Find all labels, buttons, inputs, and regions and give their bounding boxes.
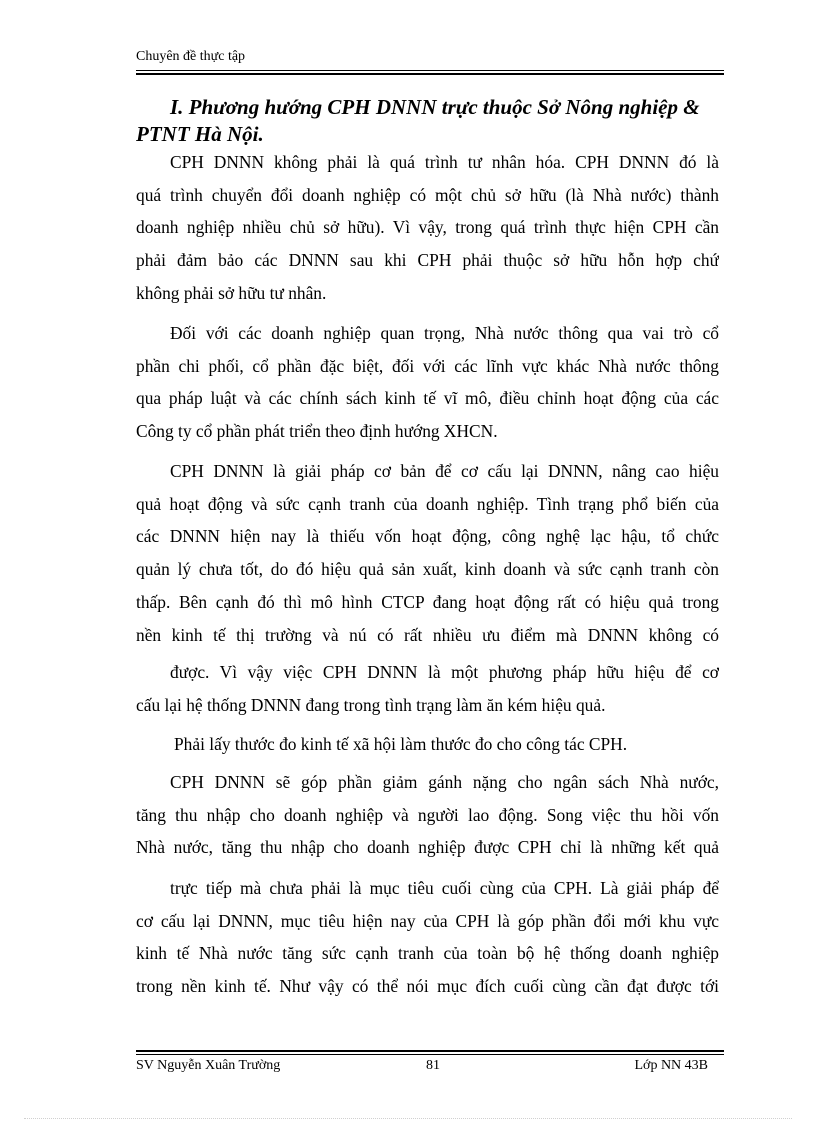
text-line: Nhà nước, tăng thu nhập cho doanh nghiệp được CPH chỉ là những kết quả — [136, 837, 719, 858]
text-line: phần chi phối, cổ phần đặc biệt, đối với các lĩnh vực khác Nhà nước thông — [136, 355, 719, 376]
text-line: cấu lại hệ thống DNNN đang trong tình trạng làm ăn kém hiệu quả. — [136, 694, 606, 715]
text-line: quả hoạt động và sức cạnh tranh của doanh nghiệp. Tình trạng phổ biến của — [136, 493, 719, 514]
paragraph-2 — [136, 317, 719, 448]
text-line: Công ty cổ phần phát triển theo định hướng XHCN. — [136, 421, 498, 442]
text-line: Đối với các doanh nghiệp quan trọng, Nhà nước thông qua vai trò cổ — [170, 323, 719, 343]
page-bottom-border — [24, 1118, 792, 1119]
text-line: CPH DNNN sẽ góp phần giảm gánh nặng cho ngân sách Nhà nước, — [170, 772, 719, 792]
text-line: trực tiếp mà chưa phải là mục tiêu cuối cùng của CPH. Là giải pháp để — [170, 878, 719, 898]
text-line: CPH DNNN không phải là quá trình tư nhân hóa. CPH DNNN đó là — [170, 152, 719, 172]
header-rule-thick — [136, 73, 724, 75]
text-line: Phải lấy thước đo kinh tế xã hội làm thước đo cho công tác CPH. — [174, 734, 628, 754]
text-line: tăng thu nhập cho doanh nghiệp và người lao động. Song việc thu hồi vốn — [136, 804, 719, 825]
text-line: doanh nghiệp nhiều chủ sở hữu). Vì vậy, trong quá trình thực hiện CPH cần — [136, 217, 719, 238]
text-line: quá trình chuyển đổi doanh nghiệp có một chủ sở hữu (là Nhà nước) thành — [136, 184, 719, 205]
paragraph-1 — [136, 146, 719, 310]
text-line: các DNNN hiện nay là thiếu vốn hoạt động, công nghệ lạc hậu, tổ chức — [136, 526, 719, 547]
paragraph-3 — [136, 455, 719, 651]
text-line: thấp. Bên cạnh đó thì mô hình CTCP đang hoạt động rất có hiệu quả trong — [136, 591, 719, 612]
text-line: CPH DNNN là giải pháp cơ bản để cơ cấu lại DNNN, nâng cao hiệu — [170, 461, 719, 481]
text-line: nền kinh tế thị trường và nú có rất nhiều ưu điểm mà DNNN không có — [136, 624, 719, 645]
text-line: qua pháp luật và các chính sách kinh tế vĩ mô, điều chỉnh hoạt động của các — [136, 388, 719, 409]
text-line: quản lý chưa tốt, do đó hiệu quả sản xuất, kinh doanh và sức cạnh tranh còn — [136, 559, 719, 580]
paragraph-6 — [136, 766, 719, 864]
footer-class: Lớp NN 43B — [634, 1058, 708, 1073]
paragraph-4 — [136, 656, 719, 721]
paragraph-5 — [136, 728, 719, 761]
footer-rule-thick — [136, 1050, 724, 1052]
section-heading: I. Phương hướng CPH DNNN trực thuộc Sở Nông nghiệp & PTNT Hà Nội. — [136, 95, 700, 146]
paragraph-7 — [136, 872, 719, 1003]
header-rule-thin — [136, 70, 724, 71]
text-line: trong nền kinh tế. Như vậy có thể nói mục đích cuối cùng cần đạt được tới — [136, 976, 719, 997]
page-header-title: Chuyên đề thực tập — [136, 49, 246, 64]
footer-page-number: 81 — [426, 1058, 440, 1073]
footer-author: SV Nguyễn Xuân Trường — [136, 1058, 281, 1073]
text-line: kinh tế Nhà nước tăng sức cạnh tranh của toàn bộ hệ thống doanh nghiệp — [136, 943, 719, 964]
text-line: được. Vì vậy việc CPH DNNN là một phương pháp hữu hiệu để cơ — [170, 662, 719, 682]
text-line: phải đảm bảo các DNNN sau khi CPH phải thuộc sở hữu hỗn hợp chứ — [136, 250, 719, 271]
text-line: cơ cấu lại DNNN, mục tiêu hiện nay của CPH là góp phần đổi mới khu vực — [136, 910, 719, 931]
footer-rule-thin — [136, 1054, 724, 1055]
text-line: không phải sở hữu tư nhân. — [136, 282, 327, 303]
